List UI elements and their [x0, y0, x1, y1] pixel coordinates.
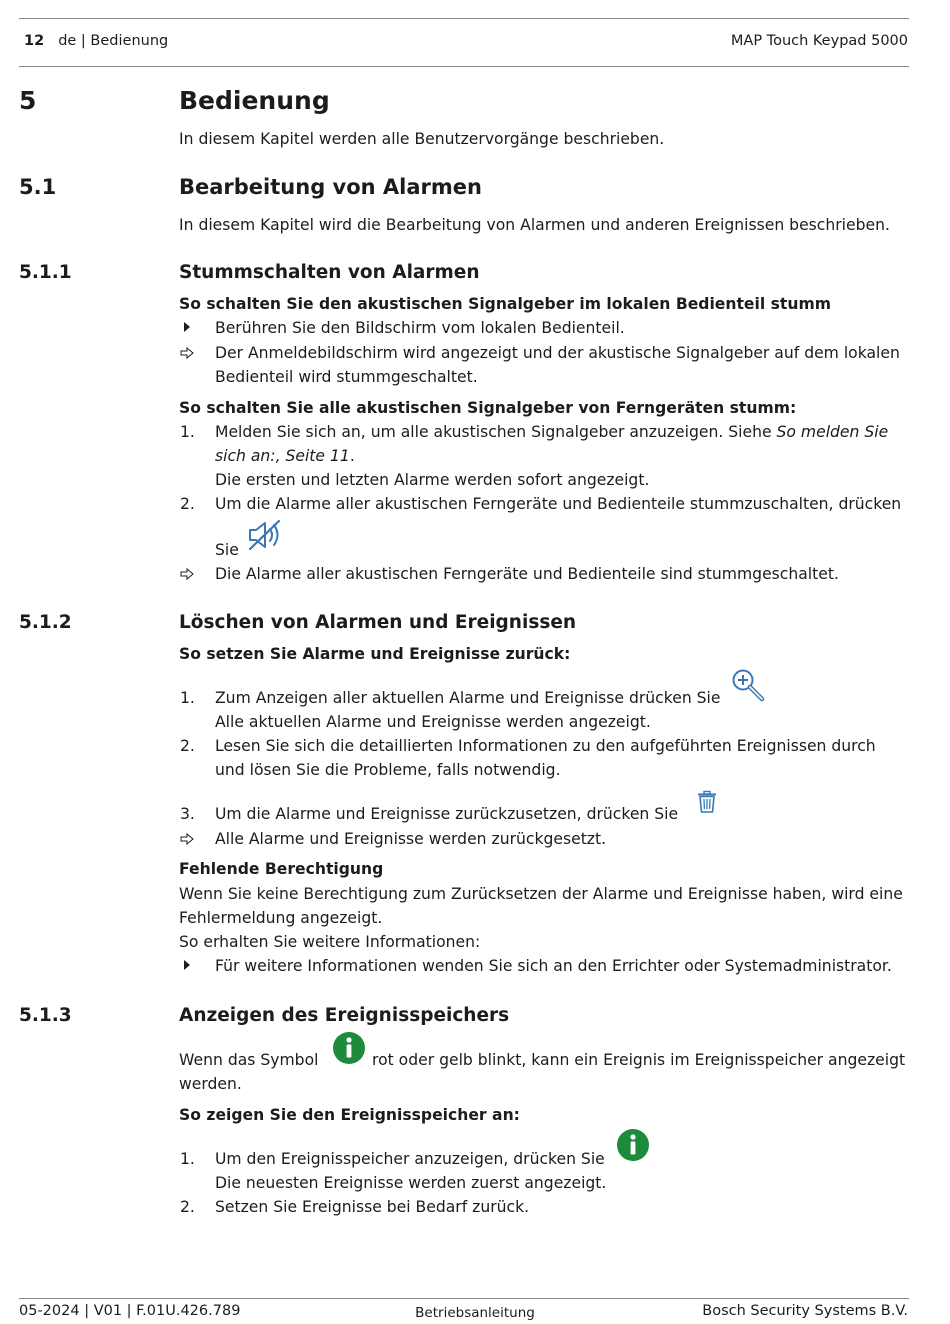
step-text: Setzen Sie Ereignisse bei Bedarf zurück. — [215, 1198, 530, 1216]
mute-speaker-icon[interactable] — [246, 518, 284, 552]
step-text: Die neuesten Ereignisse werden zuerst angezeigt. — [215, 1174, 607, 1192]
section-5-1-3-title: Anzeigen des Ereignisspeichers — [179, 1005, 510, 1026]
step-text: Um die Alarme und Ereignisse zurückzusetzen, drücken Sie — [215, 805, 679, 823]
step-number: 1. — [180, 423, 195, 441]
header-section: de | Bedienung — [58, 33, 169, 49]
result-text: Bedienteil wird stummgeschaltet. — [215, 368, 478, 386]
procedure-heading: So schalten Sie alle akustischen Signalgeber von Ferngeräten stumm: — [179, 399, 797, 417]
step-text: sich an:, Seite 11. — [215, 447, 355, 465]
paragraph-text: Wenn das Symbol — [179, 1051, 319, 1069]
footer-doc-info: 05-2024 | V01 | F.01U.426.789 — [19, 1303, 241, 1319]
section-5-intro: In diesem Kapitel werden alle Benutzervorgänge beschrieben. — [179, 130, 665, 148]
procedure-step: Berühren Sie den Bildschirm vom lokalen Bedienteil. — [215, 319, 625, 337]
result-arrow-icon — [180, 833, 194, 845]
page-number: 12 — [24, 33, 45, 49]
paragraph-text: So erhalten Sie weitere Informationen: — [179, 933, 481, 951]
cross-reference-link[interactable]: So melden Sie — [776, 423, 889, 441]
section-5-1-number: 5.1 — [19, 175, 57, 199]
header-bottom-rule — [19, 66, 909, 67]
step-number: 3. — [180, 805, 195, 823]
step-bullet-icon — [184, 960, 190, 970]
procedure-heading: So setzen Sie Alarme und Ereignisse zurück: — [179, 645, 571, 663]
section-5-1-2-number: 5.1.2 — [19, 612, 72, 633]
step-text: Die ersten und letzten Alarme werden sofort angezeigt. — [215, 471, 650, 489]
procedure-heading: So zeigen Sie den Ereignisspeicher an: — [179, 1106, 520, 1124]
footer-rule — [19, 1298, 909, 1299]
step-text: Melden Sie sich an, um alle akustischen Signalgeber anzuzeigen. Siehe So melden Sie — [215, 423, 889, 441]
section-5-title: Bedienung — [179, 86, 330, 115]
result-text: Alle Alarme und Ereignisse werden zurückgesetzt. — [215, 830, 607, 848]
zoom-in-icon[interactable] — [731, 668, 767, 702]
step-number: 2. — [180, 737, 195, 755]
section-5-number: 5 — [19, 86, 37, 115]
step-number: 1. — [180, 689, 195, 707]
section-5-1-1-number: 5.1.1 — [19, 262, 72, 283]
cross-reference-link[interactable]: sich an:, Seite 11 — [215, 447, 350, 465]
step-number: 1. — [180, 1150, 195, 1168]
step-text: und lösen Sie die Probleme, falls notwendig. — [215, 761, 561, 779]
footer-doc-type: Betriebsanleitung — [415, 1305, 535, 1321]
step-text: Um den Ereignisspeicher anzuzeigen, drücken Sie — [215, 1150, 605, 1168]
header-product: MAP Touch Keypad 5000 — [730, 33, 908, 49]
step-number: 2. — [180, 1198, 195, 1216]
info-icon — [332, 1031, 366, 1065]
step-text: Alle aktuellen Alarme und Ereignisse werden angezeigt. — [215, 713, 651, 731]
section-5-1-2-title: Löschen von Alarmen und Ereignissen — [179, 612, 577, 633]
step-text: Um die Alarme aller akustischen Ferngeräte und Bedienteile stummzuschalten, drücken — [215, 495, 902, 513]
step-bullet-icon — [184, 322, 190, 332]
result-arrow-icon — [180, 347, 194, 359]
header-left — [24, 33, 168, 49]
section-5-1-1-title: Stummschalten von Alarmen — [179, 262, 480, 283]
missing-permission-heading: Fehlende Berechtigung — [179, 860, 384, 878]
step-text: Sie — [215, 541, 239, 559]
section-5-1-3-number: 5.1.3 — [19, 1005, 72, 1026]
step-text: Lesen Sie sich die detaillierten Informationen zu den aufgeführten Ereignissen durch — [215, 737, 876, 755]
info-icon[interactable] — [616, 1128, 650, 1162]
footer-company: Bosch Security Systems B.V. — [702, 1303, 908, 1319]
result-text: Die Alarme aller akustischen Ferngeräte und Bedienteile sind stummgeschaltet. — [215, 565, 839, 583]
paragraph-text: Fehlermeldung angezeigt. — [179, 909, 383, 927]
section-5-1-title: Bearbeitung von Alarmen — [179, 175, 482, 199]
result-arrow-icon — [180, 568, 194, 580]
procedure-step: Für weitere Informationen wenden Sie sich an den Errichter oder Systemadministrator. — [215, 957, 892, 975]
result-text: Der Anmeldebildschirm wird angezeigt und der akustische Signalgeber auf dem lokalen — [215, 344, 900, 362]
paragraph-text: rot oder gelb blinkt, kann ein Ereignis im Ereignisspeicher angezeigt — [372, 1051, 906, 1069]
section-5-1-intro: In diesem Kapitel wird die Bearbeitung von Alarmen und anderen Ereignissen beschrieben. — [179, 216, 890, 234]
step-text: Zum Anzeigen aller aktuellen Alarme und Ereignisse drücken Sie — [215, 689, 721, 707]
step-number: 2. — [180, 495, 195, 513]
trash-icon[interactable] — [696, 790, 718, 814]
header-top-rule — [19, 18, 909, 19]
paragraph-text: werden. — [179, 1075, 242, 1093]
procedure-heading: So schalten Sie den akustischen Signalgeber im lokalen Bedienteil stumm — [179, 295, 831, 313]
paragraph-text: Wenn Sie keine Berechtigung zum Zurücksetzen der Alarme und Ereignisse haben, wird eine — [179, 885, 903, 903]
